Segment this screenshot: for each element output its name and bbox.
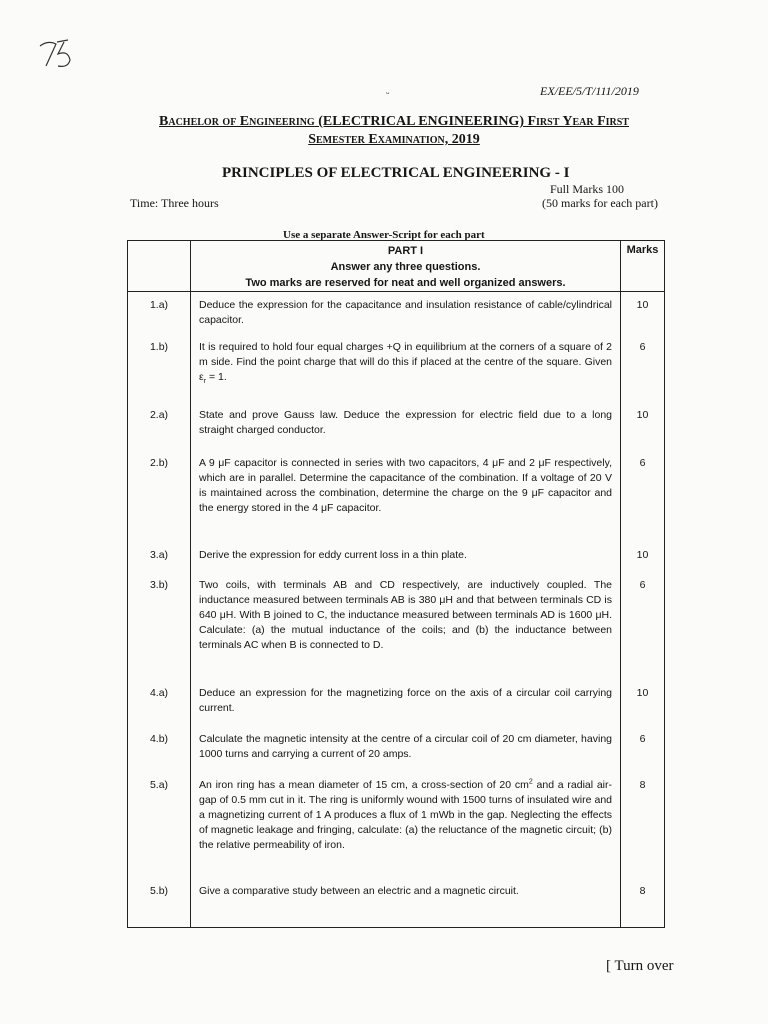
part-header (191, 241, 621, 292)
question-marks: 10 (621, 292, 665, 334)
instruction-neat-answers: Two marks are reserved for neat and well organized answers. (245, 277, 566, 289)
title-degree: Bachelor of Engineering (159, 114, 315, 129)
table-row (128, 772, 665, 878)
question-number: 2.a) (128, 402, 191, 450)
question-text (191, 334, 621, 402)
question-text: Derive the expression for eddy current loss in a thin plate. (191, 542, 621, 572)
question-marks: 10 (621, 402, 665, 450)
question-text-part: = 1. (206, 370, 227, 383)
question-marks: 8 (621, 772, 665, 878)
marks-per-part: (50 marks for each part) (542, 196, 658, 210)
table-row (128, 572, 665, 680)
table-row (128, 334, 665, 402)
question-text-part: An iron ring has a mean diameter of 15 cm, a cross-section of 20 cm (199, 778, 529, 791)
exam-code: EX/EE/5/T/111/2019 (540, 84, 639, 98)
question-marks: 6 (621, 450, 665, 542)
exam-time: Time: Three hours (130, 196, 219, 210)
table-row (128, 542, 665, 572)
subject-title: PRINCIPLES OF ELECTRICAL ENGINEERING - I (222, 165, 570, 181)
question-number: 3.a) (128, 542, 191, 572)
question-text: A 9 μF capacitor is connected in series with two capacitors, 4 μF and 2 μF respectively, which are in parallel. Determine the capacitance of the combination. If a voltage of 20 V is maintained across the combination, determine the charge on the 9 μF capacitor and the energy stored in the 4 μF capacitor. (191, 450, 621, 542)
question-marks: 6 (621, 572, 665, 680)
full-marks: Full Marks 100 (550, 182, 625, 196)
title-semester: Semester Examination, 2019 (308, 132, 480, 147)
table-row (128, 680, 665, 726)
question-table (127, 240, 665, 928)
question-number: 3.b) (128, 572, 191, 680)
table-row (128, 292, 665, 334)
question-text-part: It is required to hold four equal charges +Q in equilibrium at the corners of a square of 2 m side. Find the point charge that will do this if placed at the centre of the square. Given (199, 340, 612, 368)
scan-mark: ᵕ (386, 88, 390, 98)
epsilon-symbol: ε (199, 370, 204, 383)
part-title: PART I (387, 245, 424, 257)
question-marks: 8 (621, 878, 665, 928)
question-text-part: and a radial air-gap of 0.5 mm cut in it. The ring is uniformly wound with 1500 turns of insulated wire and a magnetizing current of 1 A produces a flux of 1 mWb in the gap. Neglecting the effects of magnetic leakage and fringing, calculate: (a) the reluctance of the magnetic circuit; (b) the relative permeability of iron. (199, 778, 613, 851)
table-row (128, 878, 665, 928)
question-number: 1.b) (128, 334, 191, 402)
question-text: Calculate the magnetic intensity at the centre of a circular coil of 20 cm diameter, having 1000 turns and carrying a current of 20 amps. (191, 726, 621, 772)
exam-title-line-1 (10, 114, 768, 130)
question-number: 4.a) (128, 680, 191, 726)
handwritten-page-number (34, 34, 78, 74)
question-number: 2.b) (128, 450, 191, 542)
question-text: Give a comparative study between an electric and a magnetic circuit. (191, 878, 621, 928)
question-marks: 10 (621, 680, 665, 726)
table-row (128, 450, 665, 542)
title-branch: (ELECTRICAL ENGINEERING) (314, 114, 528, 129)
header-empty-cell (128, 241, 191, 292)
question-number: 1.a) (128, 292, 191, 334)
question-number: 5.b) (128, 878, 191, 928)
question-text (191, 772, 621, 878)
turn-over-note: [ Turn over (606, 958, 674, 974)
question-text: Two coils, with terminals AB and CD respectively, are inductively coupled. The inductance measured between terminals AB is 380 μH and that between terminals CD is 640 μH. With B joined to C, the inductance measured between terminals AD is 1600 μH. Calculate: (a) the mutual inductance of the coils; and (b) the inductance between terminals AC when B is connected to D. (191, 572, 621, 680)
instruction-answer-three: Answer any three questions. (330, 261, 481, 273)
answer-script-note: Use a separate Answer-Script for each part (283, 229, 485, 241)
question-text: State and prove Gauss law. Deduce the expression for electric field due to a long straight charged conductor. (191, 402, 621, 450)
question-text: Deduce the expression for the capacitance and insulation resistance of cable/cylindrical capacitor. (191, 292, 621, 334)
superscript-2: 2 (528, 778, 533, 785)
question-text: Deduce an expression for the magnetizing force on the axis of a circular coil carrying current. (191, 680, 621, 726)
question-number: 5.a) (128, 772, 191, 878)
exam-title-line-2 (10, 132, 768, 148)
marks-header: Marks (621, 241, 665, 292)
table-row (128, 402, 665, 450)
question-number: 4.b) (128, 726, 191, 772)
table-row (128, 726, 665, 772)
table-header-row (128, 241, 665, 292)
question-marks: 6 (621, 334, 665, 402)
subscript-r: r (203, 377, 207, 385)
title-year: First Year First (527, 114, 629, 129)
question-marks: 6 (621, 726, 665, 772)
question-marks: 10 (621, 542, 665, 572)
